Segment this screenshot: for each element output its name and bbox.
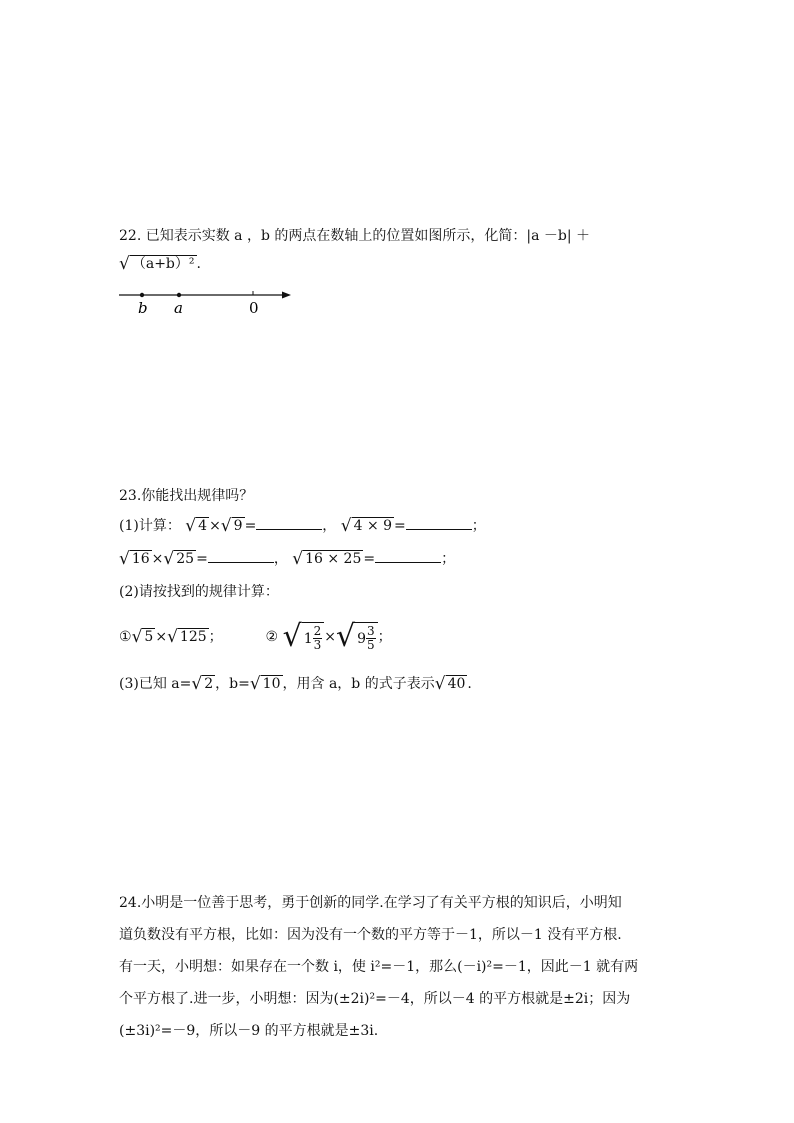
arrow-icon bbox=[282, 292, 291, 299]
equals: = bbox=[394, 518, 406, 534]
radical-sign-icon: √ bbox=[282, 619, 302, 654]
q24-line-1: 24.小明是一位善于思考，勇于创新的同学.在学习了有关平方根的知识后，小明知 bbox=[119, 895, 622, 911]
fraction bbox=[313, 625, 323, 652]
q22-text: 22. 已知表示实数 a ，b 的两点在数轴上的位置如图所示，化简：|a －b| ＋ bbox=[119, 228, 591, 244]
sqrt-9 bbox=[221, 517, 245, 535]
q24-line-5: (±3i)²=－9，所以－9 的平方根就是±3i. bbox=[119, 1023, 379, 1039]
sqrt-25 bbox=[163, 550, 196, 568]
q23-p1-prefix: (1)计算： bbox=[119, 518, 181, 534]
item-1-marker: ① bbox=[119, 629, 132, 645]
times-sign: × bbox=[324, 629, 336, 645]
radicand: 40 bbox=[447, 676, 466, 692]
q24-line-3: 有一天，小明想：如果存在一个数 i，使 i²=－1，那么(－i)²=－1，因此－1 就有两 bbox=[119, 959, 639, 975]
radical-sign-icon: √ bbox=[119, 549, 130, 569]
separator: ， bbox=[273, 551, 288, 567]
p3-end: . bbox=[467, 676, 472, 692]
times-sign: × bbox=[209, 518, 221, 534]
row-end: ； bbox=[441, 551, 456, 567]
separator: ， bbox=[322, 518, 337, 534]
radical-sign-icon: √ bbox=[131, 627, 143, 647]
q22-radicand: （a+b）² bbox=[131, 256, 195, 272]
radicand: 25 bbox=[176, 551, 195, 567]
p3-text-b: ，b= bbox=[215, 676, 250, 692]
sqrt-10 bbox=[250, 675, 283, 693]
q22-end: . bbox=[196, 256, 201, 272]
radical-sign-icon: √ bbox=[185, 516, 197, 536]
sqrt-16 bbox=[119, 550, 152, 568]
radicand: 9 bbox=[233, 518, 243, 534]
sqrt-mixed-2 bbox=[335, 619, 378, 654]
answer-blank[interactable] bbox=[375, 548, 441, 563]
radicand bbox=[302, 622, 325, 652]
sqrt-2 bbox=[191, 675, 215, 693]
q24-line-4: 个平方根了.进一步，小明想：因为(±2i)²=－4，所以－4 的平方根就是±2i；因为 bbox=[119, 991, 631, 1007]
sqrt-40 bbox=[435, 675, 468, 693]
q23-part1-row2 bbox=[119, 548, 455, 569]
sqrt-16x25 bbox=[292, 550, 363, 568]
point-a bbox=[177, 293, 181, 297]
times-sign: × bbox=[155, 629, 168, 645]
radicand: 16 bbox=[131, 551, 150, 567]
q23-part1-row1 bbox=[119, 515, 486, 536]
times-sign: × bbox=[151, 551, 164, 567]
p3-text-c: ，用含 a，b 的式子表示 bbox=[282, 676, 435, 692]
radicand: 2 bbox=[204, 676, 214, 692]
p3-text-a: (3)已知 a= bbox=[119, 676, 192, 692]
whole-part: 9 bbox=[357, 630, 367, 647]
radical-sign-icon: √ bbox=[167, 627, 178, 647]
q23-part2: (2)请按找到的规律计算： bbox=[119, 584, 279, 600]
radicand: 125 bbox=[179, 629, 207, 645]
radical-sign-icon: √ bbox=[163, 549, 175, 569]
q23-title: 23.你能找出规律吗？ bbox=[119, 488, 254, 504]
whole-part: 1 bbox=[303, 630, 313, 647]
equals: = bbox=[363, 551, 376, 567]
number-line bbox=[119, 282, 299, 318]
answer-blank[interactable] bbox=[256, 515, 322, 530]
equals: = bbox=[196, 551, 208, 567]
answer-blank[interactable] bbox=[406, 515, 472, 530]
item-2-end: ； bbox=[377, 629, 392, 645]
point-b bbox=[140, 293, 144, 297]
radicand: 10 bbox=[262, 676, 281, 692]
radical-sign-icon: √ bbox=[292, 549, 304, 569]
label-a: a bbox=[174, 299, 183, 317]
denominator: 3 bbox=[313, 638, 322, 652]
q22-sqrt bbox=[119, 255, 197, 273]
numerator: 2 bbox=[313, 624, 322, 638]
sqrt-125 bbox=[167, 628, 209, 646]
sqrt-4x9 bbox=[341, 517, 394, 535]
row-end: ； bbox=[471, 518, 486, 534]
sqrt-4 bbox=[185, 517, 209, 535]
radical-sign-icon: √ bbox=[249, 674, 261, 694]
radical-sign-icon: √ bbox=[434, 674, 446, 694]
q22-line2 bbox=[119, 254, 201, 274]
radical-sign-icon: √ bbox=[335, 619, 356, 654]
radicand: 4 bbox=[198, 518, 208, 534]
numerator: 3 bbox=[367, 624, 375, 638]
sqrt-5 bbox=[132, 628, 156, 646]
item-1-end: ； bbox=[208, 629, 223, 645]
radical-sign-icon: √ bbox=[191, 674, 203, 694]
radicand: 16 × 25 bbox=[305, 551, 362, 567]
radicand bbox=[355, 622, 378, 652]
item-2-marker: ② bbox=[265, 629, 279, 645]
denominator: 5 bbox=[367, 638, 375, 652]
q23-part2-items bbox=[119, 619, 392, 654]
radical-sign-icon: √ bbox=[119, 254, 130, 274]
radicand: 5 bbox=[144, 629, 154, 645]
radical-sign-icon: √ bbox=[220, 516, 232, 536]
radicand: 4 × 9 bbox=[353, 518, 393, 534]
answer-blank[interactable] bbox=[208, 548, 274, 563]
label-zero: 0 bbox=[249, 299, 259, 317]
fraction bbox=[366, 625, 376, 652]
label-b: b bbox=[138, 299, 148, 317]
sqrt-mixed-1 bbox=[282, 619, 325, 654]
radical-sign-icon: √ bbox=[340, 516, 352, 536]
equals: = bbox=[244, 518, 257, 534]
q22-line1 bbox=[119, 226, 590, 246]
q24-line-2: 道负数没有平方根，比如：因为没有一个数的平方等于－1，所以－1 没有平方根. bbox=[119, 927, 622, 943]
q23-part3 bbox=[119, 674, 472, 694]
